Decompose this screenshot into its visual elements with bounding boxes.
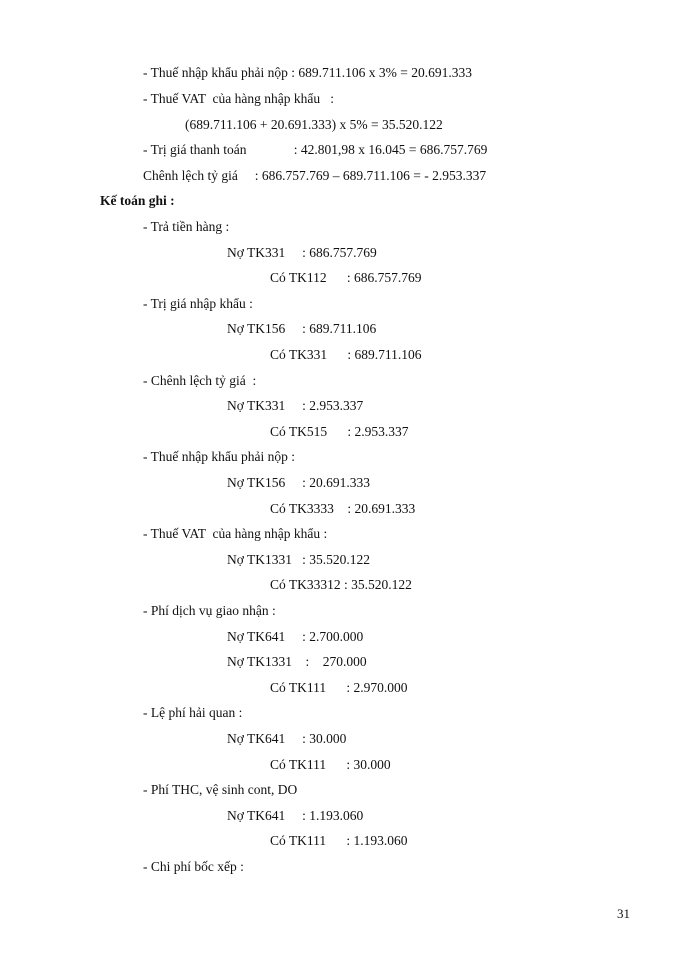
debit-line: Nợ TK641 : 2.700.000 <box>227 629 364 644</box>
exchange-difference-line: Chênh lệch tỷ giá : 686.757.769 – 689.711.106 = - 2.953.337 <box>143 168 487 183</box>
debit-line: Nợ TK331 : 2.953.337 <box>227 398 364 413</box>
payment-value-line: - Trị giá thanh toán : 42.801,98 x 16.045 = 686.757.769 <box>143 142 488 157</box>
debit-line: Nợ TK1331 : 35.520.122 <box>227 552 371 567</box>
debit-line: Nợ TK641 : 30.000 <box>227 731 347 746</box>
credit-line: Có TK515 : 2.953.337 <box>270 424 409 439</box>
debit-line: Nợ TK641 : 1.193.060 <box>227 808 364 823</box>
entry-title: - Thuế VAT của hàng nhập khẩu : <box>143 526 328 541</box>
debit-line: Nợ TK1331 : 270.000 <box>227 654 367 669</box>
entry-title: - Trả tiền hàng : <box>143 219 230 234</box>
debit-line: Nợ TK156 : 689.711.106 <box>227 321 377 336</box>
entry-title: - Phí THC, vệ sinh cont, DO <box>143 782 298 797</box>
section-heading: Kế toán ghi : <box>100 193 175 208</box>
debit-line: Nợ TK156 : 20.691.333 <box>227 475 371 490</box>
vat-formula-line: (689.711.106 + 20.691.333) x 5% = 35.520.122 <box>185 117 443 132</box>
credit-line: Có TK33312 : 35.520.122 <box>270 577 412 592</box>
entry-title: - Chênh lệch tỷ giá : <box>143 373 257 388</box>
credit-line: Có TK111 : 1.193.060 <box>270 833 408 848</box>
credit-line: Có TK331 : 689.711.106 <box>270 347 422 362</box>
page-number: 31 <box>617 906 630 921</box>
entry-title: - Phí dịch vụ giao nhận : <box>143 603 276 618</box>
credit-line: Có TK112 : 686.757.769 <box>270 270 422 285</box>
entry-title: - Chi phí bốc xếp : <box>143 859 244 874</box>
vat-label-line: - Thuế VAT của hàng nhập khẩu : <box>143 91 334 106</box>
credit-line: Có TK111 : 30.000 <box>270 757 391 772</box>
import-tax-line: - Thuế nhập khẩu phải nộp : 689.711.106 x 3% = 20.691.333 <box>143 65 472 80</box>
entry-title: - Thuế nhập khẩu phải nộp : <box>143 449 295 464</box>
entry-title: - Trị giá nhập khẩu : <box>143 296 253 311</box>
debit-line: Nợ TK331 : 686.757.769 <box>227 245 377 260</box>
entry-title: - Lệ phí hải quan : <box>143 705 243 720</box>
credit-line: Có TK3333 : 20.691.333 <box>270 501 416 516</box>
credit-line: Có TK111 : 2.970.000 <box>270 680 408 695</box>
